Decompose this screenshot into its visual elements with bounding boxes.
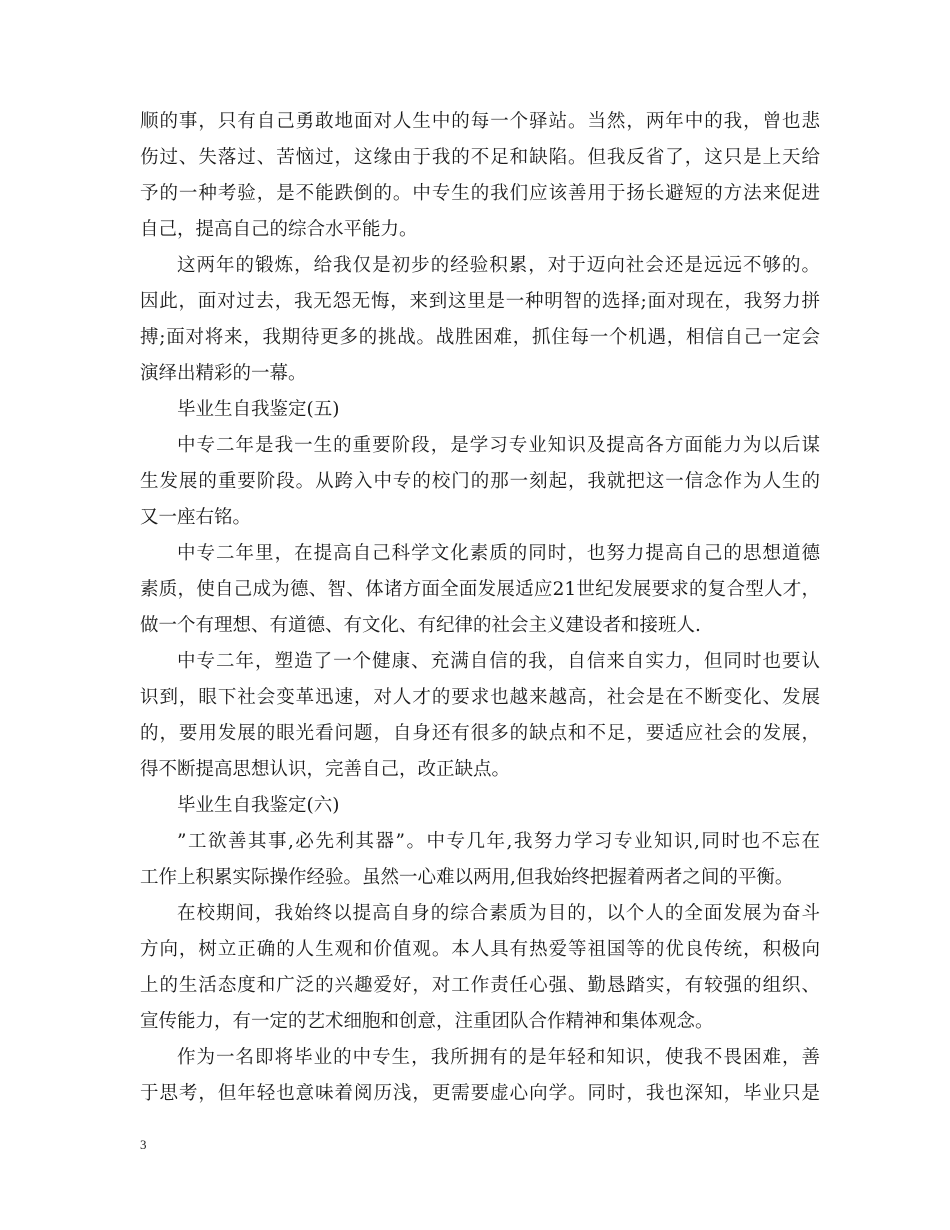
text-line: 工作上积累实际操作经验。虽然一心难以两用,但我始终把握着两者之间的平衡。 xyxy=(140,867,794,888)
text-line: 宣传能力，有一定的艺术细胞和创意，注重团队合作精神和集体观念。 xyxy=(140,1011,714,1032)
paragraph-first-line: 中专二年，塑造了一个健康、充满自信的我，自信来自实力，但同时也要认 xyxy=(177,651,820,672)
text-line: 搏;面对将来，我期待更多的挑战。战胜困难，抓住每一个机遇，相信自己一定会 xyxy=(140,327,820,348)
text-line: 做一个有理想、有道德、有文化、有纪律的社会主义建设者和接班人. xyxy=(140,615,701,636)
text-line: 方向，树立正确的人生观和价值观。本人具有热爱等祖国等的优良传统，积极向 xyxy=(140,939,820,960)
text-line: 予的一种考验，是不能跌倒的。中专生的我们应该善用于扬长避短的方法来促进 xyxy=(140,183,820,204)
section-heading: 毕业生自我鉴定(五) xyxy=(177,399,340,420)
text-line: 又一座右铭。 xyxy=(140,507,252,528)
text-line: 素质，使自己成为德、智、体诸方面全面发展适应21世纪发展要求的复合型人才， xyxy=(140,579,820,600)
text-line: 演绎出精彩的一幕。 xyxy=(140,363,307,384)
page-number: 3 xyxy=(140,1137,147,1152)
document-body xyxy=(140,104,820,1112)
paragraph-first-line: 中专二年里，在提高自己科学文化素质的同时，也努力提高自己的思想道德 xyxy=(177,543,820,564)
text-line: 得不断提高思想认识，完善自己，改正缺点。 xyxy=(140,759,511,780)
text-line: 的，要用发展的眼光看问题，自身还有很多的缺点和不足，要适应社会的发展， xyxy=(140,723,820,744)
text-line: 生发展的重要阶段。从跨入中专的校门的那一刻起，我就把这一信念作为人生的 xyxy=(140,471,820,492)
paragraph-first-line: 作为一名即将毕业的中专生，我所拥有的是年轻和知识，使我不畏困难，善 xyxy=(177,1047,820,1068)
paragraph-first-line: 在校期间，我始终以提高自身的综合素质为目的，以个人的全面发展为奋斗 xyxy=(177,903,820,924)
text-line: 自己，提高自己的综合水平能力。 xyxy=(140,219,418,240)
text-line: 识到，眼下社会变革迅速，对人才的要求也越来越高，社会是在不断变化、发展 xyxy=(140,687,820,708)
paragraph-first-line: ”工欲善其事,必先利其器”。中专几年,我努力学习专业知识,同时也不忘在 xyxy=(177,831,820,852)
text-line: 上的生活态度和广泛的兴趣爱好，对工作责任心强、勤恳踏实，有较强的组织、 xyxy=(140,975,820,996)
paragraph-first-line: 这两年的锻炼，给我仅是初步的经验积累，对于迈向社会还是远远不够的。 xyxy=(177,255,820,276)
text-line: 顺的事，只有自己勇敢地面对人生中的每一个驿站。当然，两年中的我，曾也悲 xyxy=(140,111,820,132)
text-line: 于思考，但年轻也意味着阅历浅，更需要虚心向学。同时，我也深知，毕业只是 xyxy=(140,1083,820,1104)
paragraph-first-line: 中专二年是我一生的重要阶段，是学习专业知识及提高各方面能力为以后谋 xyxy=(177,435,820,456)
text-line: 伤过、失落过、苦恼过，这缘由于我的不足和缺陷。但我反省了，这只是上天给 xyxy=(140,147,820,168)
text-line: 因此，面对过去，我无怨无悔，来到这里是一种明智的选择;面对现在，我努力拼 xyxy=(140,291,820,312)
section-heading: 毕业生自我鉴定(六) xyxy=(177,795,340,816)
